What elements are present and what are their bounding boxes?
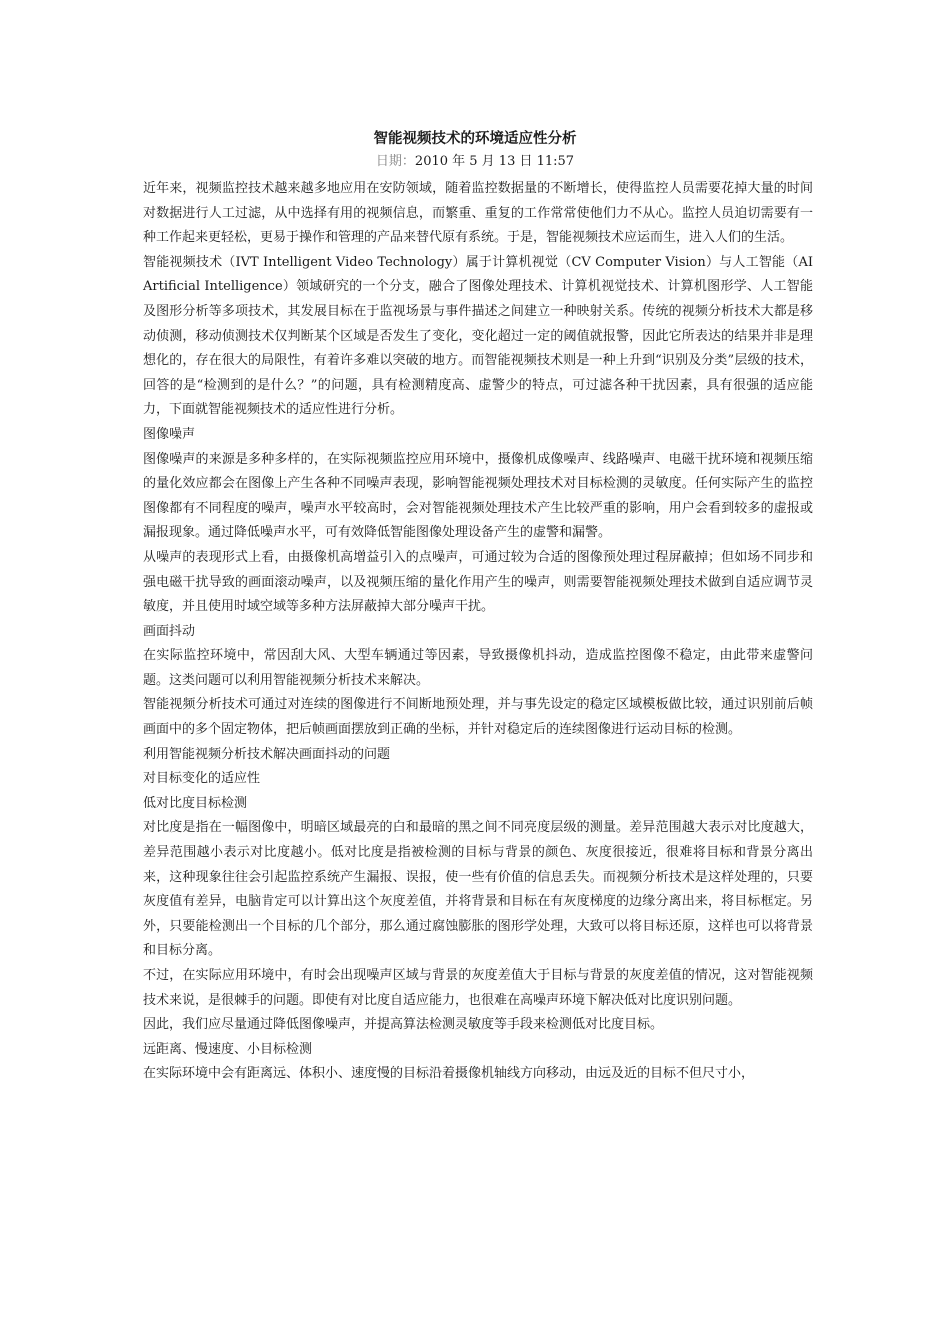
figure-caption: 利用智能视频分析技术解决画面抖动的问题 — [143, 746, 391, 762]
section-heading: 对目标变化的适应性 — [143, 771, 261, 787]
date-label: 日期： — [375, 154, 415, 169]
paragraph: 在实际环境中会有距离远、体积小、速度慢的目标沿着摄像机轴线方向移动，由远及近的目标不但尺寸小， — [143, 1066, 755, 1082]
paragraph: 智能视频技术（IVT Intelligent Video Technology）属于计算机视觉（CV Computer Vision）与人工智能（AI Artificial Intelligence）领域研究的一个分支，融合了图像处理技术、计算机视觉技术、计算机图形学、人工智能及图形分析等多项技术，其发展目标在于监视场景与事件描述之间建立一种映射关系。传统的视频分析技术大都是移动侦测，移动侦测技术仅判断某个区域是否发生了变化，变化超过一定的阈值就报警，因此它所表达的结果并非是理想化的，存在很大的局限性，有着许多难以突破的地方。而智能视频技术则是一种上升到“识别及分类”层级的技术，回答的是“检测到的是什么？”的问题，具有检测精度高、虚警少的特点，可过滤各种干扰因素，具有很强的适应能力，下面就智能视频技术的适应性进行分析。 — [143, 254, 813, 418]
paragraph: 因此，我们应尽量通过降低图像噪声，并提高算法检测灵敏度等手段来检测低对比度目标。 — [143, 1017, 664, 1033]
paragraph: 近年来，视频监控技术越来越多地应用在安防领域，随着监控数据量的不断增长，使得监控人员需要花掉大量的时间对数据进行人工过滤，从中选择有用的视频信息，而繁重、重复的工作常常使他们力不从心。监控人员迫切需要有一种工作起来更轻松，更易于操作和管理的产品来替代原有系统。于是，智能视频技术应运而生，进入人们的生活。 — [143, 181, 813, 246]
paragraph: 从噪声的表现形式上看，由摄像机高增益引入的点噪声，可通过较为合适的图像预处理过程屏蔽掉；但如场不同步和强电磁干扰导致的画面滚动噪声，以及视频压缩的量化作用产生的噪声，则需要智能视频处理技术做到自适应调节灵敏度，并且使用时域空域等多种方法屏蔽掉大部分噪声干扰。 — [143, 549, 813, 615]
article-title: 智能视频技术的环境适应性分析 — [373, 130, 577, 147]
paragraph: 图像噪声的来源是多种多样的，在实际视频监控应用环境中，摄像机成像噪声、线路噪声、电磁干扰环境和视频压缩的量化效应都会在图像上产生各种不同噪声表现，影响智能视频处理技术对目标检测的灵敏度。任何实际产生的监控图像都有不同程度的噪声，噪声水平较高时，会对智能视频处理技术产生比较严重的影响，用户会看到较多的虚报或漏报现象。通过降低噪声水平，可有效降低智能图像处理设备产生的虚警和漏警。 — [143, 451, 813, 541]
paragraph: 对比度是指在一幅图像中，明暗区域最亮的白和最暗的黑之间不同亮度层级的测量。差异范围越大表示对比度越大，差异范围越小表示对比度越小。低对比度是指被检测的目标与背景的颜色、灰度很接近，很难将目标和背景分离出来，这种现象往往会引起监控系统产生漏报、误报，使一些有价值的信息丢失。而视频分析技术是这样处理的，只要灰度值有差异，电脑肯定可以计算出这个灰度差值，并将背景和目标在有灰度梯度的边缘分离出来，将目标框定。另外，只要能检测出一个目标的几个部分，那么通过腐蚀膨胀的图形学处理，大致可以将目标还原，这样也可以将背景和目标分离。 — [143, 820, 813, 959]
paragraph: 智能视频分析技术可通过对连续的图像进行不间断地预处理，并与事先设定的稳定区域模板做比较，通过识别前后帧画面中的多个固定物体，把后帧画面摆放到正确的坐标，并针对稳定后的连续图像进行运动目标的检测。 — [143, 697, 813, 738]
date-value: 2010 年 5 月 13 日 11:57 — [414, 154, 575, 169]
paragraph: 在实际监控环境中，常因刮大风、大型车辆通过等因素，导致摄像机抖动，造成监控图像不稳定，由此带来虚警问题。这类问题可以利用智能视频分析技术来解决。 — [143, 648, 813, 688]
subsection-heading: 低对比度目标检测 — [143, 795, 248, 811]
article-body — [143, 177, 813, 1087]
section-heading: 画面抖动 — [143, 623, 196, 639]
paragraph: 不过，在实际应用环境中，有时会出现噪声区域与背景的灰度差值大于目标与背景的灰度差值的情况，这对智能视频技术来说，是很棘手的问题。即使有对比度自适应能力，也很难在高噪声环境下解决低对比度识别问题。 — [143, 968, 813, 1008]
section-heading: 图像噪声 — [143, 426, 196, 442]
subsection-heading: 远距离、慢速度、小目标检测 — [143, 1041, 313, 1057]
article-date — [0, 151, 950, 173]
